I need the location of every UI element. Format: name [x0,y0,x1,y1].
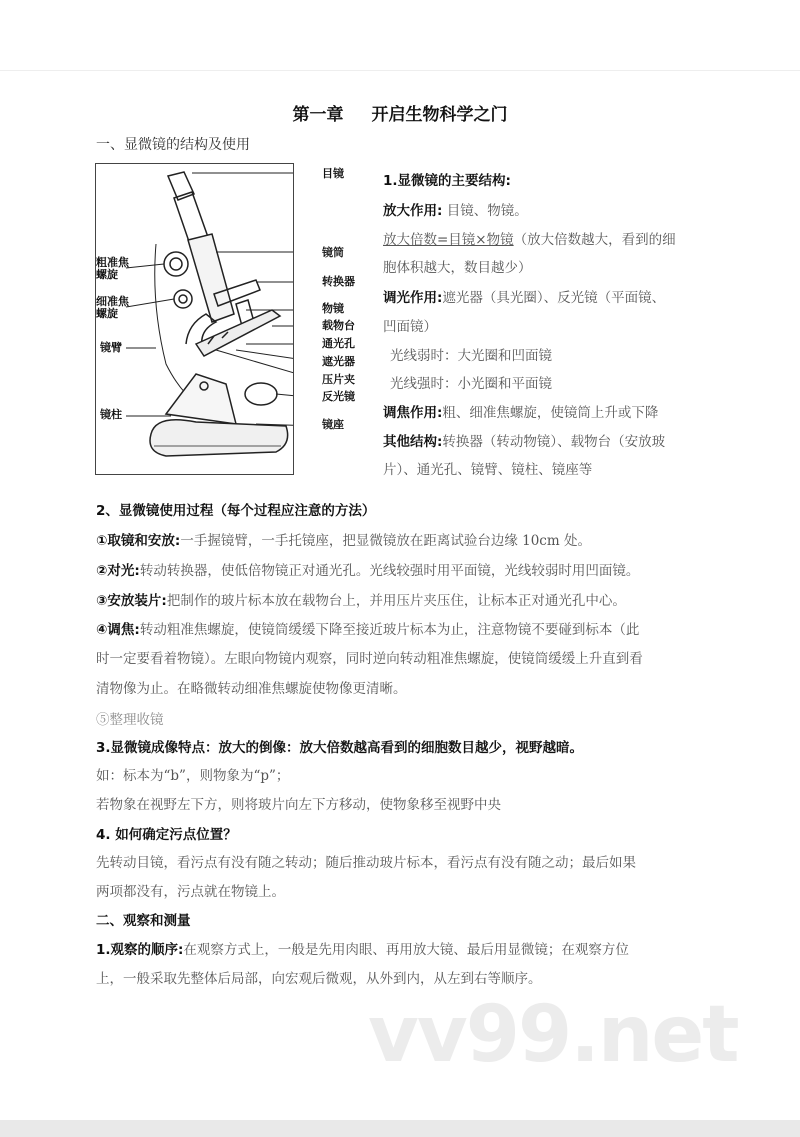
light-text: 遮光器（具光圈）、反光镜（平面镜、 [442,290,666,306]
spot-heading: 4. 如何确定污点位置？ [96,827,237,843]
focus-label: 调焦作用: [383,405,443,421]
usage-heading: 2、显微镜使用过程（每个过程应注意的方法） [96,503,376,519]
order-text: 在观察方式上，一般是先用肉眼、再用放大镜、最后用显微镜；在观察方位 [183,942,629,958]
label-objective: 物镜 [322,302,344,315]
step4-text-3: 清物像为止。在略微转动细准焦螺旋使物像更清晰。 [96,681,407,697]
page-bottom-margin [0,1120,800,1137]
chapter-title [0,100,800,125]
formula-note-cont: 胞体积越大，数目越少） [383,260,532,276]
step1-label: ①取镜和安放: [96,533,181,549]
light-text-cont: 凹面镜） [383,319,437,335]
label-arm: 镜臂 [100,341,122,354]
other-text: 转换器（转动物镜）、载物台（安放玻 [442,434,666,450]
label-fine-focus: 细准焦螺旋 [96,295,129,320]
label-coarse-focus: 粗准焦螺旋 [96,256,129,281]
label-aperture: 通光孔 [322,337,355,350]
label-mirror: 反光镜 [322,390,355,403]
focus-text: 粗、细准焦螺旋，使镜筒上升或下降 [442,405,659,421]
step4-text-2: 时一定要看着物镜）。左眼向物镜内观察，同时逆向转动粗准焦螺旋，使镜筒缓缓上升直到看 [96,651,643,667]
step4-label: ④调焦: [96,622,140,638]
imaging-example: 如：标本为“b”，则物象为“p”； [96,768,290,784]
structure-heading: 1.显微镜的主要结构: [383,173,511,189]
section2-heading: 二、观察和测量 [96,913,191,929]
magnify-label: 放大作用: [383,203,443,219]
step2-label: ②对光: [96,563,140,579]
watermark: vv99.net [368,990,738,1080]
order-label: 1.观察的顺序: [96,942,184,958]
chapter-name: 开启生物科学之门 [371,105,508,125]
label-clip: 压片夹 [322,373,355,386]
label-pillar: 镜柱 [100,408,122,421]
label-tube: 镜筒 [322,246,344,259]
label-nosepiece: 转换器 [322,275,355,288]
section1-heading: 一、显微镜的结构及使用 [96,137,250,153]
other-label: 其他结构: [383,434,443,450]
label-eyepiece: 目镜 [322,167,344,180]
magnification-formula: 放大倍数=目镜×物镜 [383,232,514,248]
step4-text: 转动粗准焦螺旋，使镜筒缓缓下降至接近玻片标本为止，注意物镜不要碰到标本（此 [139,622,640,638]
order-text-2: 上，一般采取先整体后局部，向宏观后微观，从外到内，从左到右等顺序。 [96,971,542,987]
strong-light-text: 光线强时：小光圈和平面镜 [390,376,552,392]
step3-label: ③安放装片: [96,593,167,609]
light-label: 调光作用: [383,290,443,306]
spot-text-2: 两项都没有，污点就在物镜上。 [96,884,285,900]
other-text-cont: 片）、通光孔、镜臂、镜柱、镜座等 [383,462,593,478]
page-top-margin [0,0,800,71]
label-stage: 载物台 [322,319,355,332]
imaging-heading: 3.显微镜成像特点：放大的倒像：放大倍数越高看到的细胞数目越少，视野越暗。 [96,740,584,756]
formula-note: （放大倍数越大，看到的细 [513,232,676,248]
step1-text: 一手握镜臂，一手托镜座，把显微镜放在距离试验台边缘 10cm 处。 [180,533,591,549]
step3-text: 把制作的玻片标本放在载物台上，并用压片夹压住，让标本正对通光孔中心。 [166,593,626,609]
step2-text: 转动转换器，使低倍物镜正对通光孔。光线较强时用平面镜，光线较弱时用凹面镜。 [139,563,640,579]
spot-text-1: 先转动目镜，看污点有没有随之转动；随后推动玻片标本，看污点有没有随之动；最后如果 [96,855,636,871]
imaging-move: 若物象在视野左下方，则将玻片向左下方移动，使物象移至视野中央 [96,797,501,813]
step5-text: ⑤整理收镜 [96,712,164,728]
label-diaphragm: 遮光器 [322,355,355,368]
magnify-text: 目镜、物镜。 [442,203,528,219]
chapter-number: 第一章 [292,105,344,125]
weak-light-text: 光线弱时：大光圈和凹面镜 [390,348,552,364]
label-base: 镜座 [322,418,344,431]
